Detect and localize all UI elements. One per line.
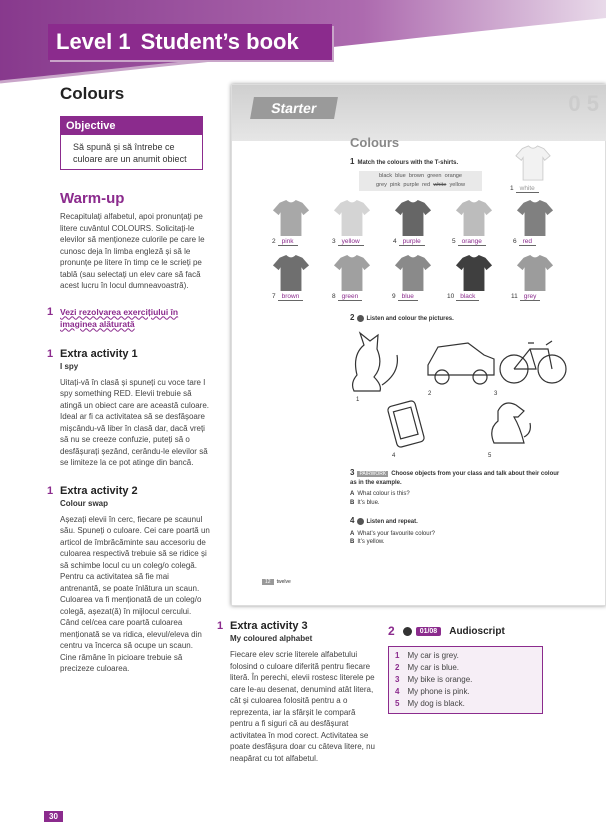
word: orange: [444, 173, 463, 179]
extra3-title: Extra activity 3: [230, 620, 308, 632]
shirt-word: pink: [278, 238, 298, 246]
shirt-label-11: [511, 293, 540, 300]
ex1-text: Match the colours with the T-shirts.: [357, 160, 459, 166]
audio-line: [395, 650, 536, 662]
headphones-icon: [403, 627, 412, 636]
audioscript-box: [388, 646, 543, 714]
page-number: 30: [44, 811, 63, 822]
audio-line-number: 3: [395, 675, 400, 684]
shirt-word: white: [516, 185, 539, 193]
pic-number: 5: [488, 453, 492, 459]
shirt-word: red: [519, 238, 536, 246]
book-footer: [262, 579, 291, 585]
student-book-page: [231, 84, 606, 606]
phone-icon: [387, 400, 425, 448]
audio-line-number: 4: [395, 687, 400, 696]
audio-line-text: My bike is orange.: [407, 675, 473, 684]
extra3-number: 1: [217, 620, 224, 632]
word: pink: [390, 182, 401, 188]
book-title: Student’s book: [140, 29, 299, 54]
ex3-example-a: A What colour is this?: [350, 491, 410, 497]
word: blue: [395, 173, 406, 179]
extra1-text: Uitați-vă în clasă și spuneți cu voce tare I spy something RED. Elevii trebuie să atingă un obiect care are această culoare. Ideal ar fi ca activitatea să se desfășoare mișcându-vă liber în clasă dar, dacă vreți să nu se creeze confuzie, puteți să o desfășurați șezând, cerându-le elevilor să se limiteze la ce pot atinge din bancă.: [60, 377, 209, 467]
ex3-a-text: What colour is this?: [357, 491, 410, 497]
audio-line-text: My dog is black.: [407, 699, 465, 708]
audio-line: [395, 686, 536, 698]
audioscript-number: 2: [388, 624, 395, 638]
teacher-notes-column: [47, 84, 210, 675]
ex4-number: 4: [350, 516, 355, 525]
shirt-label-8: [332, 293, 362, 300]
pic-number: 2: [428, 391, 432, 397]
tshirt-yellow: [334, 200, 370, 236]
shirt-num: 6: [513, 238, 517, 245]
book-page-number: 12: [262, 579, 274, 585]
ex4-example-b: B It’s yellow.: [350, 539, 385, 545]
shirt-num: 9: [392, 293, 396, 300]
audio-line-text: My car is grey.: [407, 651, 459, 660]
audio-line-number: 1: [395, 651, 400, 660]
ex4-block: [350, 517, 565, 547]
ex2-instruction: [350, 313, 454, 322]
ex4-a-text: What’s your favourite colour?: [357, 530, 435, 537]
ex3-text: Choose objects from your class and talk about their colour as in the example.: [350, 471, 560, 486]
shirt-word: brown: [278, 293, 304, 301]
pic-number: 1: [356, 397, 360, 403]
car-icon: [428, 343, 494, 384]
shirt-label-6: [513, 238, 536, 245]
lesson-heading: Colours: [60, 84, 125, 103]
tshirt-orange: [456, 200, 492, 236]
answer-link-block: [47, 305, 210, 330]
extra-activity-3: [217, 620, 390, 764]
shirt-word: blue: [398, 293, 418, 301]
shirt-num: 11: [511, 293, 518, 300]
warmup-text: Recapitulați alfabetul, apoi pronunțați pe litere cuvântul COLOURS. Solicitați-le elevilor să menționeze culorile pe care le cunosc deja în limba engleză și să le pronunțe pe litere în timp ce le scrieți pe tablă (sau selectați un elev care să facă acest lucru în locul dumneavoastră).: [60, 212, 205, 290]
extra2-text: Așezați elevii în cerc, fiecare pe scaunul său. Spuneți o culoare. Cei care poartă un articol de îmbrăcăminte sau accesoriu de culoarea respectivă trebuie să se ridice și să schimbe locul cu un coleg/o colegă. Pentru ca activitatea să fie mai antrenantă, se poate înlătura un scaun. Culoarea va fi menționată de un coleg/o colegă, așezat(ă) în mijlocul cercului. Când cel/cea care poartă culoarea menționată se va ridica, elevul/eleva din centru va încerca să ocupe un scaun. Cine rămâne în picioare trebuie să precizeze culoarea.: [60, 514, 210, 673]
word: red: [422, 182, 431, 188]
extra3-subtitle: My coloured alphabet: [230, 634, 313, 643]
word: purple: [403, 182, 419, 188]
audioscript-label: Audioscript: [449, 625, 505, 637]
audioscript-header: [388, 624, 543, 638]
audio-line: [395, 698, 536, 710]
ex2-text: Listen and colour the pictures.: [366, 316, 454, 322]
bike-icon: [500, 341, 566, 383]
extra2-title: Extra activity 2: [60, 484, 138, 497]
shirt-word: green: [338, 293, 363, 301]
audioscript-section: [388, 624, 543, 714]
tshirt-grey: [517, 255, 553, 291]
shirt-word: black: [456, 293, 479, 301]
audio-line: [395, 662, 536, 674]
tshirt-blue: [395, 255, 431, 291]
word: black: [378, 173, 393, 179]
shirt-num: 5: [452, 238, 456, 245]
shirt-label-3: [332, 238, 364, 245]
extra1-subtitle: I spy: [60, 361, 79, 371]
extra2-subtitle: Colour swap: [60, 498, 109, 508]
shirt-label-1: [510, 185, 539, 192]
shirt-label-2: [272, 238, 298, 245]
tshirt-red: [517, 200, 553, 236]
audio-line-text: My car is blue.: [407, 663, 460, 672]
extra1-number: 1: [47, 347, 54, 360]
dog-icon: [492, 403, 531, 443]
track-badge: 01/08: [416, 627, 442, 636]
ex1-number: 1: [350, 157, 355, 166]
answer-link-number: 1: [47, 305, 54, 318]
word: white: [433, 182, 447, 188]
shirt-label-10: [447, 293, 479, 300]
word: yellow: [449, 182, 465, 188]
header-banner: [0, 0, 606, 88]
extra3-text: Fiecare elev scrie literele alfabetului folosind o culoare diferită pentru fiecare literă. În perechi, elevii rostesc literele pe care le-au desenat, denumind atât litera, cât și culoarea folosită pentru a o reprezenta, iar la sfârșit le compară pentru a fi siguri că au desfășurat activitatea în mod corect. Activitatea se poate desfășura doar cu câteva litere, nu neapărat cu tot alfabetul.: [230, 650, 375, 763]
extra-activity-2: [47, 484, 210, 675]
decor-digits: 0 5: [568, 91, 599, 116]
shirt-num: 1: [510, 185, 514, 192]
shirt-word: purple: [399, 238, 425, 246]
shirt-num: 4: [393, 238, 397, 245]
ex3-block: [350, 469, 565, 507]
extra1-title: Extra activity 1: [60, 347, 138, 360]
shirt-num: 3: [332, 238, 336, 245]
tshirt-brown: [273, 255, 309, 291]
ex3-number: 3: [350, 468, 355, 477]
cat-icon: [353, 333, 398, 391]
objective-label: Objective: [61, 117, 202, 135]
tshirt-pink: [273, 200, 309, 236]
audio-line-number: 2: [395, 663, 400, 672]
tshirt-black: [456, 255, 492, 291]
shirt-word: orange: [458, 238, 486, 246]
ex3-b-text: It’s blue.: [357, 499, 380, 506]
pictures-illustration: [232, 325, 606, 465]
book-page-word: twelve: [276, 579, 291, 585]
shirt-label-7: [272, 293, 303, 300]
shirt-num: 2: [272, 238, 276, 245]
shirt-num: 7: [272, 293, 276, 300]
ex3-example-b: B It’s blue.: [350, 499, 380, 506]
pairwork-badge: PAIRWORK: [359, 471, 387, 477]
page-title: [48, 24, 332, 60]
tshirt-green: [334, 255, 370, 291]
book-section-title: Colours: [350, 135, 400, 150]
extra-activity-1: [47, 347, 210, 469]
shirt-label-9: [392, 293, 418, 300]
pic-number: 3: [494, 391, 498, 397]
level-label: Level 1: [56, 29, 131, 54]
ex4-example-a: A What’s your favourite colour?: [350, 530, 435, 537]
shirt-num: 8: [332, 293, 336, 300]
ex2-number: 2: [350, 313, 355, 322]
objective-text: Să spună și să întrebe ce culoare are un anumit obiect: [73, 142, 187, 164]
pic-number: 4: [392, 453, 396, 459]
shirt-num: 10: [447, 293, 455, 300]
ex4-text: Listen and repeat.: [366, 519, 418, 525]
objective-box: [60, 116, 203, 170]
audio-icon: [357, 315, 364, 322]
ex4-b-text: It’s yellow.: [357, 539, 385, 545]
shirt-word: yellow: [338, 238, 364, 246]
word: brown: [408, 173, 425, 179]
word: green: [427, 173, 442, 179]
audio-line-text: My phone is pink.: [407, 687, 470, 696]
audio-line: [395, 674, 536, 686]
warmup-heading: Warm-up: [60, 190, 125, 207]
audio-line-number: 5: [395, 699, 400, 708]
tshirt-purple: [395, 200, 431, 236]
answer-link[interactable]: Vezi rezolvarea exercițiului în imaginea alăturată: [60, 306, 179, 329]
tshirt-white: [516, 146, 550, 180]
shirt-label-5: [452, 238, 486, 245]
starter-tab: Starter: [250, 97, 338, 119]
extra2-number: 1: [47, 484, 54, 497]
shirt-word: grey: [520, 293, 541, 301]
word: grey: [376, 182, 387, 188]
audio-icon: [357, 518, 364, 525]
shirt-label-4: [393, 238, 425, 245]
